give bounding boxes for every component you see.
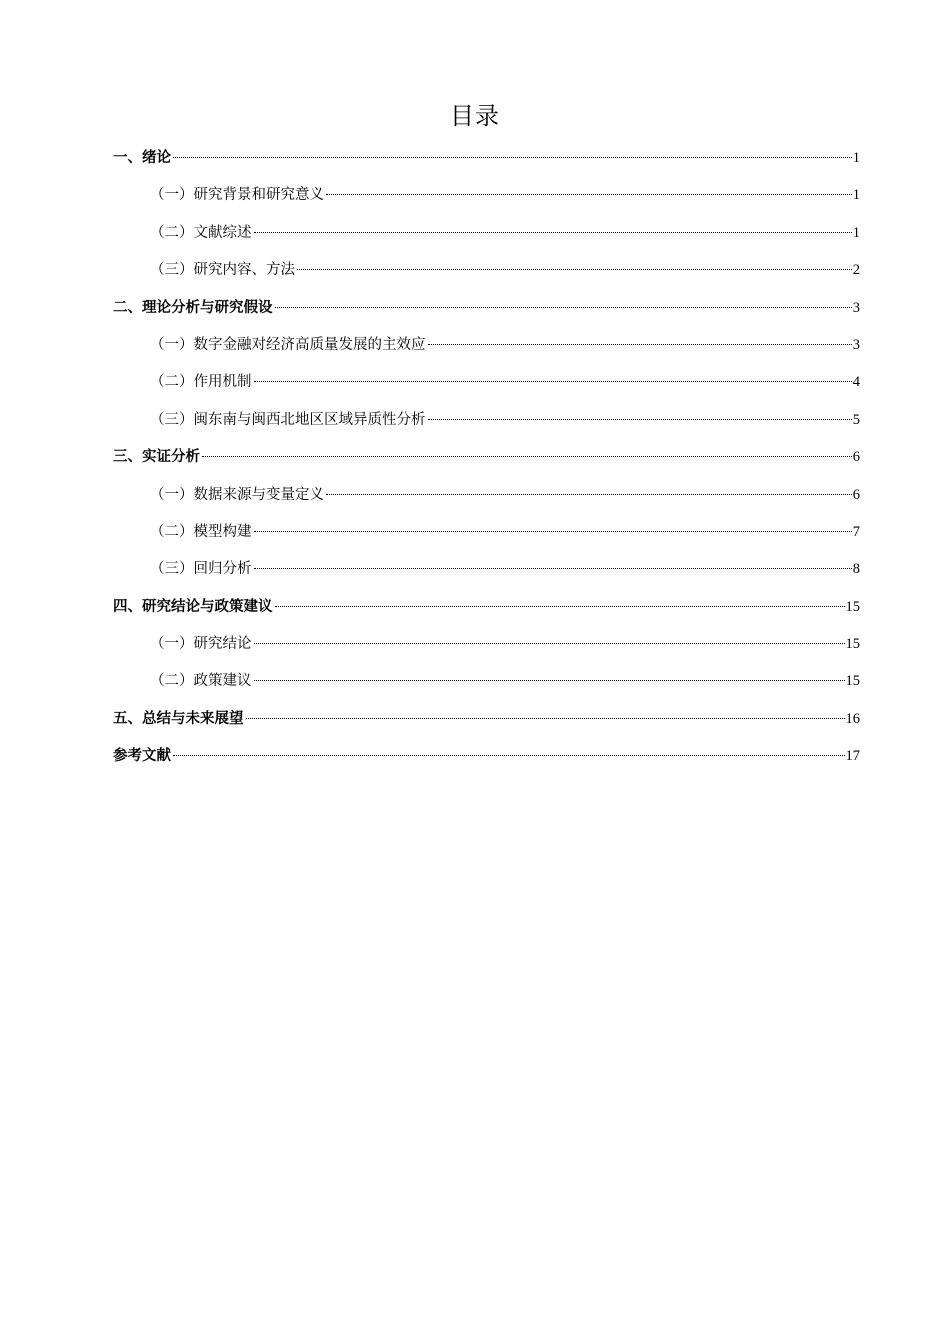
toc-dot-leader: [246, 718, 845, 719]
toc-page-number: 16: [845, 710, 860, 727]
toc-dot-leader: [297, 269, 852, 270]
toc-entry-label: 五、总结与未来展望: [113, 710, 244, 727]
toc-entry-label: 四、研究结论与政策建议: [113, 598, 273, 615]
toc-dot-leader: [254, 568, 852, 569]
toc-entry[interactable]: [0, 439, 950, 476]
toc-entry-label: （一）研究结论: [150, 636, 252, 653]
toc-dot-leader: [173, 157, 852, 158]
toc-dot-leader: [275, 606, 845, 607]
toc-entry[interactable]: [0, 701, 950, 738]
toc-entry[interactable]: [0, 327, 950, 364]
toc-entry-label: （二）作用机制: [150, 374, 252, 391]
toc-page-number: 5: [852, 411, 860, 428]
table-of-contents: [0, 140, 950, 776]
toc-dot-leader: [428, 344, 852, 345]
toc-page-number: 15: [845, 598, 860, 615]
toc-entry[interactable]: [0, 364, 950, 401]
toc-entry[interactable]: [0, 140, 950, 177]
toc-entry[interactable]: [0, 177, 950, 214]
toc-entry-label: （三）回归分析: [150, 561, 252, 578]
toc-entry[interactable]: [0, 290, 950, 327]
toc-dot-leader: [202, 456, 852, 457]
toc-dot-leader: [428, 419, 852, 420]
toc-page-number: 3: [852, 336, 860, 353]
toc-dot-leader: [254, 643, 845, 644]
toc-page-number: 17: [845, 748, 860, 765]
toc-entry[interactable]: [0, 514, 950, 551]
toc-dot-leader: [254, 381, 852, 382]
toc-page-number: 7: [852, 523, 860, 540]
toc-page-number: 4: [852, 374, 860, 391]
toc-entry-label: （二）政策建议: [150, 673, 252, 690]
toc-entry-label: （三）闽东南与闽西北地区区域异质性分析: [150, 411, 426, 428]
toc-page-number: 1: [852, 187, 860, 204]
toc-title: 目录: [450, 102, 500, 130]
toc-entry[interactable]: [0, 252, 950, 289]
toc-entry-label: （一）研究背景和研究意义: [150, 187, 324, 204]
toc-entry[interactable]: [0, 663, 950, 700]
toc-entry[interactable]: [0, 477, 950, 514]
toc-entry-label: （一）数据来源与变量定义: [150, 486, 324, 503]
toc-entry[interactable]: [0, 551, 950, 588]
toc-entry-label: 参考文献: [113, 748, 171, 765]
toc-page-number: 6: [852, 449, 860, 466]
toc-dot-leader: [173, 755, 845, 756]
toc-page-number: 6: [852, 486, 860, 503]
toc-entry[interactable]: [0, 738, 950, 775]
toc-page-number: 15: [845, 636, 860, 653]
toc-entry-label: 二、理论分析与研究假设: [113, 299, 273, 316]
toc-dot-leader: [254, 232, 852, 233]
toc-entry[interactable]: [0, 589, 950, 626]
toc-entry-label: （二）模型构建: [150, 523, 252, 540]
toc-dot-leader: [326, 494, 852, 495]
toc-entry-label: 三、实证分析: [113, 449, 200, 466]
toc-entry-label: （三）研究内容、方法: [150, 262, 295, 279]
toc-dot-leader: [326, 194, 852, 195]
toc-page-number: 8: [852, 561, 860, 578]
toc-dot-leader: [254, 680, 845, 681]
toc-page-number: 1: [852, 224, 860, 241]
toc-page-number: 2: [852, 262, 860, 279]
toc-entry-label: （二）文献综述: [150, 224, 252, 241]
toc-page-number: 15: [845, 673, 860, 690]
toc-dot-leader: [275, 307, 852, 308]
toc-entry[interactable]: [0, 215, 950, 252]
toc-entry-label: （一）数字金融对经济高质量发展的主效应: [150, 336, 426, 353]
toc-entry[interactable]: [0, 626, 950, 663]
toc-entry-label: 一、绪论: [113, 150, 171, 166]
toc-entry[interactable]: [0, 402, 950, 439]
toc-page-number: 3: [852, 299, 860, 316]
toc-page-number: 1: [852, 150, 860, 166]
toc-dot-leader: [254, 531, 852, 532]
